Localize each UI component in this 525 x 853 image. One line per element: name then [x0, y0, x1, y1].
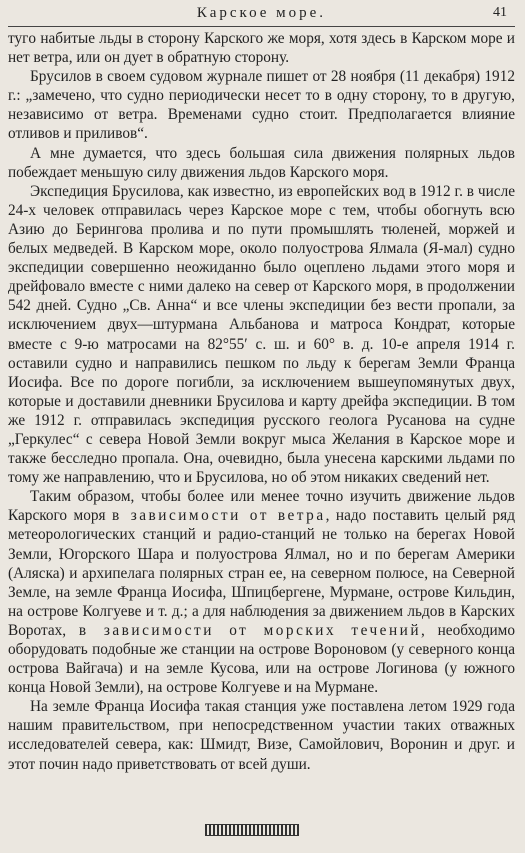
running-title: Карское море. [196, 5, 327, 21]
paragraph [8, 182, 515, 488]
spaced-emphasis-text: в зависимости от ветра [112, 507, 326, 525]
paragraph-text: А мне думается, что здесь большая сила движения полярных льдов побеждает меньшую силу движения льдов Карского моря. [8, 144, 515, 181]
end-ornament [205, 824, 299, 836]
paragraph [8, 487, 515, 697]
paragraph-text: Брусилов в своем судовом журнале пишет от 28 ноября (11 декабря) 1912 г.: „замечено, что судно периодически несет то в одну сторону, то в другую, независимо от ветра. Временами судно стоит. Предполагается влияние отливов и приливов“. [8, 68, 515, 143]
spaced-emphasis-text: в зависимости от морских течений [78, 621, 422, 639]
paragraph [8, 67, 515, 143]
paragraph [8, 29, 515, 67]
paragraph [8, 144, 515, 182]
paragraph-text: тугo набитые льды в сторону Карского же моря, хотя здесь в Карском море и нет ветра, или он дует в обратную сторону. [8, 30, 515, 67]
paragraph-text: , надо поставить целый ряд метеорологических станций и радио-станций не только на берегах Новой Земли, Югорского Шара и полуострова Ялмал, но и по берегам Америки (Аляска) и архипелага полярных стран ее, на северном полюсе, на Северной Земле, на земле Франца Иосифа, Шпицбергене, Мурмане, острове Кильдин, на острове Колгуеве и т. д.; а для наблюдения за движением льдов в Карских Воротах, [8, 507, 515, 639]
article-body [8, 29, 515, 774]
paragraph-text: , необходимо оборудовать подобные же станции на острове Вороновом (у северного конца острова Вайгача) и на земле Кусова, или на острове Логинова (у южного конца Новой Земли), на острове Колгуеве и на Мурмане. [8, 621, 516, 697]
page-number: 41 [493, 5, 507, 20]
page-header [8, 0, 515, 27]
paragraph-text: Таким образом, чтобы более или менее точно изучить движение льдов Карского моря [8, 488, 515, 525]
paragraph-text: На земле Франца Иосифа такая станция уже поставлена летом 1929 года нашим правительством, при непосредственном участии таких отважных исследователей севера, как: Шмидт, Визе, Самойлович, Воронин и друг. и этот почин надо приветствовать от всей души. [8, 698, 515, 773]
paragraph [8, 697, 515, 773]
paragraph-text: Экспедиция Брусилова, как известно, из европейских вод в 1912 г. в числе 24-х человек отправилась через Карское море с тем, чтобы обогнуть всю Азию до Берингова пролива и по пути промышлять тюленей, моржей и белых медведей. В Карском море, около полуострова Ялмала (Я-мал) судно экспедиции совершенно неожиданно было оцеплено льдами этого моря и дрейфовало вместе с ними далеко на север от Карского моря, в продолжении 542 дней. Судно „Св. Анна“ и все члены экспедиции без вести пропали, за исключением двух—штурмана Альбанова и матроса Кондрат, которые вместе с 9-ю матросами на 82°55′ с. ш. и 60° в. д. 10-е апреля 1914 г. оставили судно и направились пешком по льду к берегам Земли Франца Иосифа. Все по дороге погибли, за исключением вышеупомянутых двух, которые и доставили дневники Брусилова и карту дрейфа экспедиции. В том же 1912 г. отправилась экспедиция русского геолога Русанова на судне „Геркулес“ с севера Новой Земли вокруг мыса Желания в Карское море и также бесследно пропала. Она, очевидно, была унесена карскими льдами по тому же направлению, что и Брусилова, но об этом никаких сведений нет. [8, 182, 515, 487]
